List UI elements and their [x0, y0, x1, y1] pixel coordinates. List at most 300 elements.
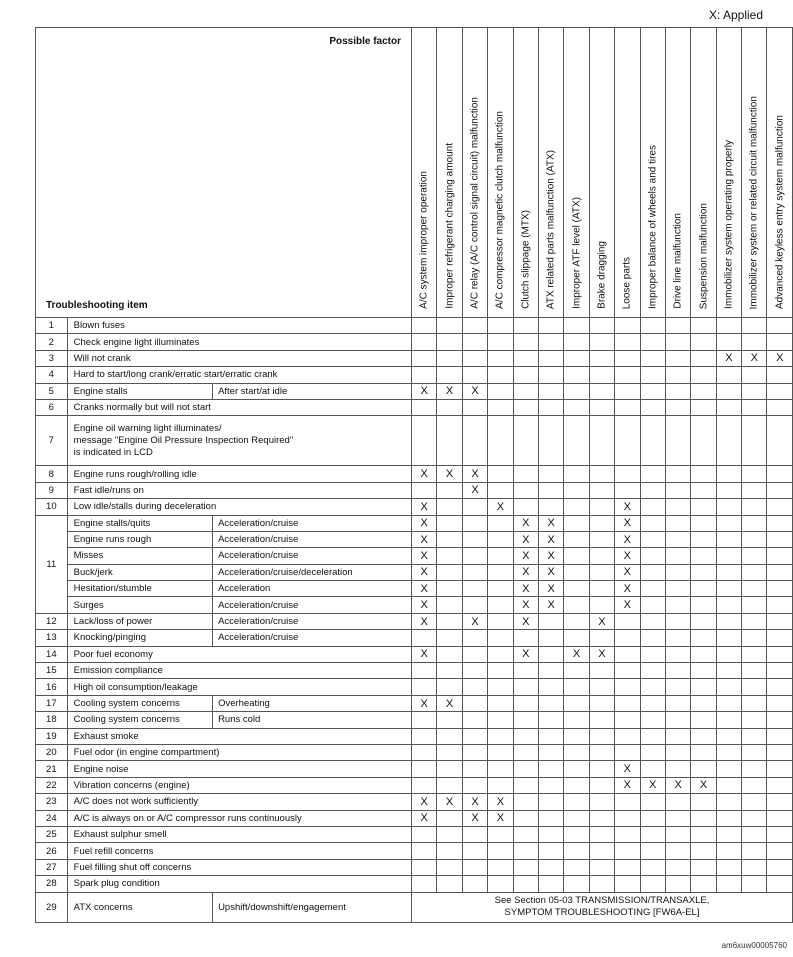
empty-cell [412, 777, 437, 793]
empty-cell [513, 794, 538, 810]
empty-cell [437, 859, 462, 875]
empty-cell [716, 826, 741, 842]
empty-cell [513, 679, 538, 695]
empty-cell [665, 581, 690, 597]
condition-label: Acceleration/cruise [213, 613, 412, 629]
empty-cell [538, 876, 563, 892]
item-label: Fuel odor (in engine compartment) [67, 744, 411, 760]
empty-cell [538, 499, 563, 515]
empty-cell [691, 482, 716, 498]
factor-label: A/C system improper operation [418, 171, 430, 309]
legend: X: Applied [708, 8, 763, 22]
empty-cell [462, 515, 487, 531]
condition-label: Acceleration/cruise [213, 531, 412, 547]
empty-cell [615, 876, 640, 892]
empty-cell [615, 416, 640, 466]
empty-cell [716, 531, 741, 547]
factor-label: ATX related parts malfunction (ATX) [545, 149, 557, 309]
empty-cell [691, 728, 716, 744]
condition-label: Acceleration/cruise [213, 597, 412, 613]
table-row [36, 334, 793, 350]
empty-cell [462, 318, 487, 334]
applied-mark: X [513, 613, 538, 629]
empty-cell [538, 712, 563, 728]
empty-cell [412, 482, 437, 498]
empty-cell [462, 761, 487, 777]
empty-cell [716, 334, 741, 350]
factor-label: A/C relay (A/C control signal circuit) malfunction [469, 97, 481, 309]
empty-cell [488, 399, 513, 415]
empty-cell [513, 350, 538, 366]
applied-mark: X [538, 564, 563, 580]
empty-cell [742, 564, 767, 580]
condition-label: Acceleration [213, 581, 412, 597]
empty-cell [538, 744, 563, 760]
empty-cell [538, 416, 563, 466]
empty-cell [564, 367, 589, 383]
empty-cell [640, 663, 665, 679]
empty-cell [615, 712, 640, 728]
empty-cell [691, 564, 716, 580]
empty-cell [742, 515, 767, 531]
applied-mark: X [412, 581, 437, 597]
empty-cell [665, 350, 690, 366]
empty-cell [691, 859, 716, 875]
empty-cell [412, 318, 437, 334]
applied-mark: X [462, 794, 487, 810]
empty-cell [716, 777, 741, 793]
table-row [36, 367, 793, 383]
table-row [36, 826, 793, 842]
factor-label: Improper balance of wheels and tires [647, 145, 659, 309]
empty-cell [513, 859, 538, 875]
figure-code: am6xuw00005760 [721, 941, 787, 950]
empty-cell [691, 794, 716, 810]
empty-cell [665, 728, 690, 744]
empty-cell [412, 859, 437, 875]
item-label: Emission compliance [67, 663, 411, 679]
empty-cell [640, 810, 665, 826]
empty-cell [640, 318, 665, 334]
empty-cell [615, 482, 640, 498]
empty-cell [488, 515, 513, 531]
item-label: Low idle/stalls during deceleration [67, 499, 411, 515]
empty-cell [538, 318, 563, 334]
empty-cell [691, 383, 716, 399]
empty-cell [538, 826, 563, 842]
factor-header [437, 28, 462, 318]
empty-cell [462, 350, 487, 366]
empty-cell [691, 679, 716, 695]
empty-cell [564, 728, 589, 744]
empty-cell [564, 859, 589, 875]
empty-cell [513, 695, 538, 711]
applied-mark: X [462, 466, 487, 482]
empty-cell [488, 679, 513, 695]
empty-cell [640, 630, 665, 646]
empty-cell [437, 548, 462, 564]
empty-cell [437, 630, 462, 646]
empty-cell [462, 679, 487, 695]
empty-cell [564, 383, 589, 399]
empty-cell [488, 712, 513, 728]
applied-mark: X [437, 383, 462, 399]
applied-mark: X [538, 548, 563, 564]
item-label: A/C is always on or A/C compressor runs continuously [67, 810, 411, 826]
empty-cell [665, 712, 690, 728]
empty-cell [767, 581, 793, 597]
empty-cell [564, 744, 589, 760]
factor-label: Brake dragging [596, 241, 608, 309]
empty-cell [665, 679, 690, 695]
empty-cell [742, 876, 767, 892]
empty-cell [488, 744, 513, 760]
empty-cell [615, 350, 640, 366]
applied-mark: X [462, 810, 487, 826]
empty-cell [742, 679, 767, 695]
empty-cell [716, 876, 741, 892]
applied-mark: X [615, 597, 640, 613]
empty-cell [462, 826, 487, 842]
item-label: High oil consumption/leakage [67, 679, 411, 695]
empty-cell [767, 728, 793, 744]
empty-cell [742, 383, 767, 399]
empty-cell [691, 466, 716, 482]
item-label: Knocking/pinging [67, 630, 212, 646]
empty-cell [665, 531, 690, 547]
empty-cell [665, 367, 690, 383]
empty-cell [742, 712, 767, 728]
empty-cell [767, 646, 793, 662]
row-number: 23 [36, 794, 68, 810]
empty-cell [564, 318, 589, 334]
empty-cell [716, 564, 741, 580]
factor-label: Suspension malfunction [698, 202, 709, 309]
empty-cell [488, 597, 513, 613]
applied-mark: X [615, 777, 640, 793]
empty-cell [564, 826, 589, 842]
empty-cell [665, 318, 690, 334]
empty-cell [640, 826, 665, 842]
empty-cell [665, 843, 690, 859]
empty-cell [437, 399, 462, 415]
item-label: Engine stalls [67, 383, 212, 399]
empty-cell [691, 712, 716, 728]
empty-cell [742, 663, 767, 679]
factor-label: Immobilizer system operating properly [723, 140, 735, 309]
empty-cell [513, 663, 538, 679]
empty-cell [767, 399, 793, 415]
empty-cell [513, 416, 538, 466]
empty-cell [691, 499, 716, 515]
factor-header [640, 28, 665, 318]
empty-cell [767, 499, 793, 515]
empty-cell [589, 499, 614, 515]
empty-cell [716, 744, 741, 760]
table-row [36, 859, 793, 875]
empty-cell [513, 777, 538, 793]
empty-cell [462, 663, 487, 679]
empty-cell [538, 810, 563, 826]
empty-cell [412, 744, 437, 760]
factor-label: Drive line malfunction [672, 213, 684, 309]
empty-cell [640, 876, 665, 892]
empty-cell [767, 416, 793, 466]
item-label: Misses [67, 548, 212, 564]
empty-cell [665, 597, 690, 613]
empty-cell [742, 548, 767, 564]
empty-cell [615, 826, 640, 842]
empty-cell [615, 744, 640, 760]
empty-cell [437, 613, 462, 629]
empty-cell [742, 597, 767, 613]
empty-cell [564, 794, 589, 810]
table-row [36, 794, 793, 810]
empty-cell [437, 728, 462, 744]
empty-cell [716, 318, 741, 334]
empty-cell [462, 728, 487, 744]
empty-cell [615, 646, 640, 662]
empty-cell [716, 630, 741, 646]
empty-cell [767, 367, 793, 383]
empty-cell [716, 810, 741, 826]
empty-cell [615, 794, 640, 810]
factor-label: Improper refrigerant charging amount [444, 143, 456, 309]
empty-cell [640, 499, 665, 515]
applied-mark: X [412, 531, 437, 547]
applied-mark: X [412, 383, 437, 399]
applied-mark: X [412, 695, 437, 711]
troubleshooting-item-label: Troubleshooting item [46, 300, 148, 311]
empty-cell [412, 728, 437, 744]
empty-cell [437, 334, 462, 350]
empty-cell [691, 318, 716, 334]
row-number: 11 [36, 515, 68, 613]
empty-cell [462, 416, 487, 466]
empty-cell [538, 482, 563, 498]
empty-cell [589, 318, 614, 334]
empty-cell [742, 399, 767, 415]
empty-cell [589, 630, 614, 646]
empty-cell [488, 416, 513, 466]
applied-mark: X [589, 646, 614, 662]
empty-cell [589, 564, 614, 580]
empty-cell [742, 581, 767, 597]
empty-cell [640, 761, 665, 777]
empty-cell [412, 399, 437, 415]
row-number: 1 [36, 318, 68, 334]
row-number: 4 [36, 367, 68, 383]
empty-cell [564, 663, 589, 679]
empty-cell [691, 695, 716, 711]
empty-cell [437, 761, 462, 777]
empty-cell [412, 350, 437, 366]
factor-header [538, 28, 563, 318]
applied-mark: X [640, 777, 665, 793]
row-number: 21 [36, 761, 68, 777]
applied-mark: X [615, 531, 640, 547]
factor-header [412, 28, 437, 318]
empty-cell [767, 777, 793, 793]
empty-cell [538, 859, 563, 875]
factor-header [589, 28, 614, 318]
empty-cell [691, 810, 716, 826]
empty-cell [640, 466, 665, 482]
empty-cell [437, 416, 462, 466]
empty-cell [488, 843, 513, 859]
empty-cell [538, 630, 563, 646]
empty-cell [742, 466, 767, 482]
table-row [36, 383, 793, 399]
empty-cell [538, 663, 563, 679]
row-number: 22 [36, 777, 68, 793]
table-row [36, 564, 793, 580]
item-label: Vibration concerns (engine) [67, 777, 411, 793]
table-row [36, 728, 793, 744]
empty-cell [665, 876, 690, 892]
applied-mark: X [615, 515, 640, 531]
applied-mark: X [412, 646, 437, 662]
table-row [36, 843, 793, 859]
empty-cell [488, 531, 513, 547]
empty-cell [488, 383, 513, 399]
empty-cell [615, 613, 640, 629]
empty-cell [538, 646, 563, 662]
applied-mark: X [538, 531, 563, 547]
empty-cell [488, 663, 513, 679]
empty-cell [488, 350, 513, 366]
empty-cell [665, 810, 690, 826]
empty-cell [767, 712, 793, 728]
empty-cell [488, 826, 513, 842]
empty-cell [589, 416, 614, 466]
applied-mark: X [437, 466, 462, 482]
empty-cell [615, 679, 640, 695]
empty-cell [538, 794, 563, 810]
empty-cell [640, 399, 665, 415]
empty-cell [437, 712, 462, 728]
empty-cell [640, 613, 665, 629]
empty-cell [538, 383, 563, 399]
empty-cell [665, 564, 690, 580]
empty-cell [665, 794, 690, 810]
empty-cell [615, 810, 640, 826]
empty-cell [513, 712, 538, 728]
row-number: 29 [36, 892, 68, 922]
factor-label: A/C compressor magnetic clutch malfunction [494, 111, 506, 309]
table-row [36, 416, 793, 466]
empty-cell [767, 597, 793, 613]
factor-header [691, 28, 716, 318]
table-row [36, 466, 793, 482]
row-number: 16 [36, 679, 68, 695]
empty-cell [691, 646, 716, 662]
applied-mark: X [615, 761, 640, 777]
empty-cell [462, 630, 487, 646]
empty-cell [564, 843, 589, 859]
empty-cell [462, 646, 487, 662]
empty-cell [691, 613, 716, 629]
item-label: Cooling system concerns [67, 695, 212, 711]
empty-cell [716, 597, 741, 613]
applied-mark: X [412, 499, 437, 515]
factor-label: Immobilizer system or related circuit malfunction [748, 95, 760, 309]
empty-cell [691, 663, 716, 679]
empty-cell [716, 843, 741, 859]
item-label: Exhaust smoke [67, 728, 411, 744]
empty-cell [742, 646, 767, 662]
empty-cell [589, 777, 614, 793]
empty-cell [665, 548, 690, 564]
table-row [36, 613, 793, 629]
empty-cell [462, 334, 487, 350]
empty-cell [716, 466, 741, 482]
empty-cell [742, 531, 767, 547]
item-label: Engine runs rough [67, 531, 212, 547]
empty-cell [640, 728, 665, 744]
item-label: ATX concerns [67, 892, 212, 922]
empty-cell [767, 515, 793, 531]
empty-cell [716, 499, 741, 515]
empty-cell [767, 744, 793, 760]
table-row [36, 744, 793, 760]
empty-cell [412, 416, 437, 466]
empty-cell [538, 777, 563, 793]
empty-cell [564, 482, 589, 498]
empty-cell [767, 761, 793, 777]
empty-cell [564, 630, 589, 646]
row-number: 10 [36, 499, 68, 515]
row-number: 25 [36, 826, 68, 842]
empty-cell [716, 794, 741, 810]
item-label: Check engine light illuminates [67, 334, 411, 350]
applied-mark: X [513, 564, 538, 580]
table-row [36, 597, 793, 613]
table-row [36, 548, 793, 564]
condition-label: Acceleration/cruise [213, 515, 412, 531]
item-label: Buck/jerk [67, 564, 212, 580]
table-row [36, 531, 793, 547]
empty-cell [640, 416, 665, 466]
table-row [36, 318, 793, 334]
empty-cell [716, 399, 741, 415]
applied-mark: X [538, 597, 563, 613]
empty-cell [462, 531, 487, 547]
row-number: 28 [36, 876, 68, 892]
condition-label: Runs cold [213, 712, 412, 728]
empty-cell [488, 318, 513, 334]
table-row [36, 350, 793, 366]
item-label: Engine stalls/quits [67, 515, 212, 531]
empty-cell [437, 367, 462, 383]
empty-cell [437, 646, 462, 662]
empty-cell [691, 548, 716, 564]
empty-cell [538, 843, 563, 859]
empty-cell [767, 466, 793, 482]
empty-cell [564, 597, 589, 613]
empty-cell [538, 613, 563, 629]
empty-cell [564, 466, 589, 482]
empty-cell [488, 777, 513, 793]
empty-cell [589, 876, 614, 892]
empty-cell [564, 564, 589, 580]
row-number: 24 [36, 810, 68, 826]
empty-cell [640, 367, 665, 383]
empty-cell [640, 646, 665, 662]
empty-cell [513, 630, 538, 646]
empty-cell [488, 630, 513, 646]
empty-cell [513, 744, 538, 760]
